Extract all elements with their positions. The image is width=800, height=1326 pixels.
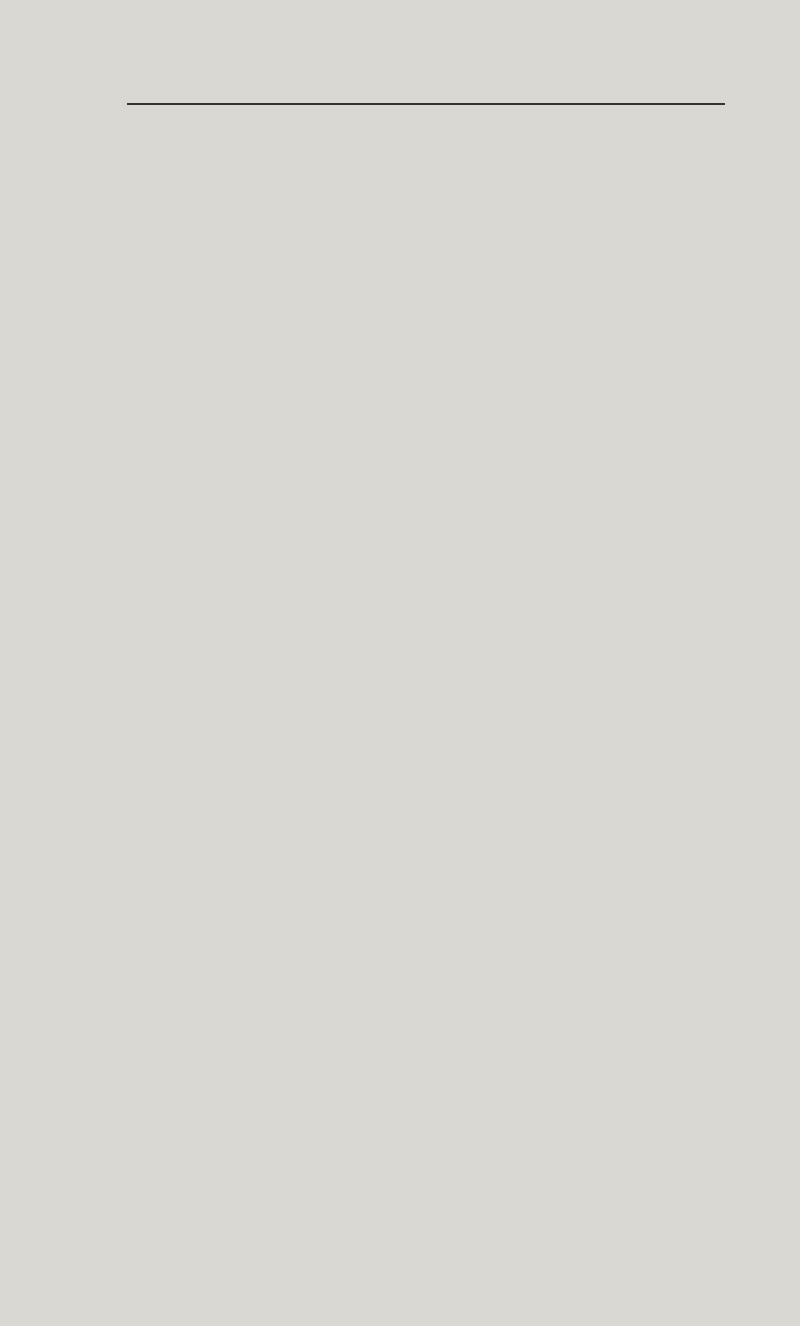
page-header [123, 64, 725, 94]
header-rule [127, 103, 725, 105]
